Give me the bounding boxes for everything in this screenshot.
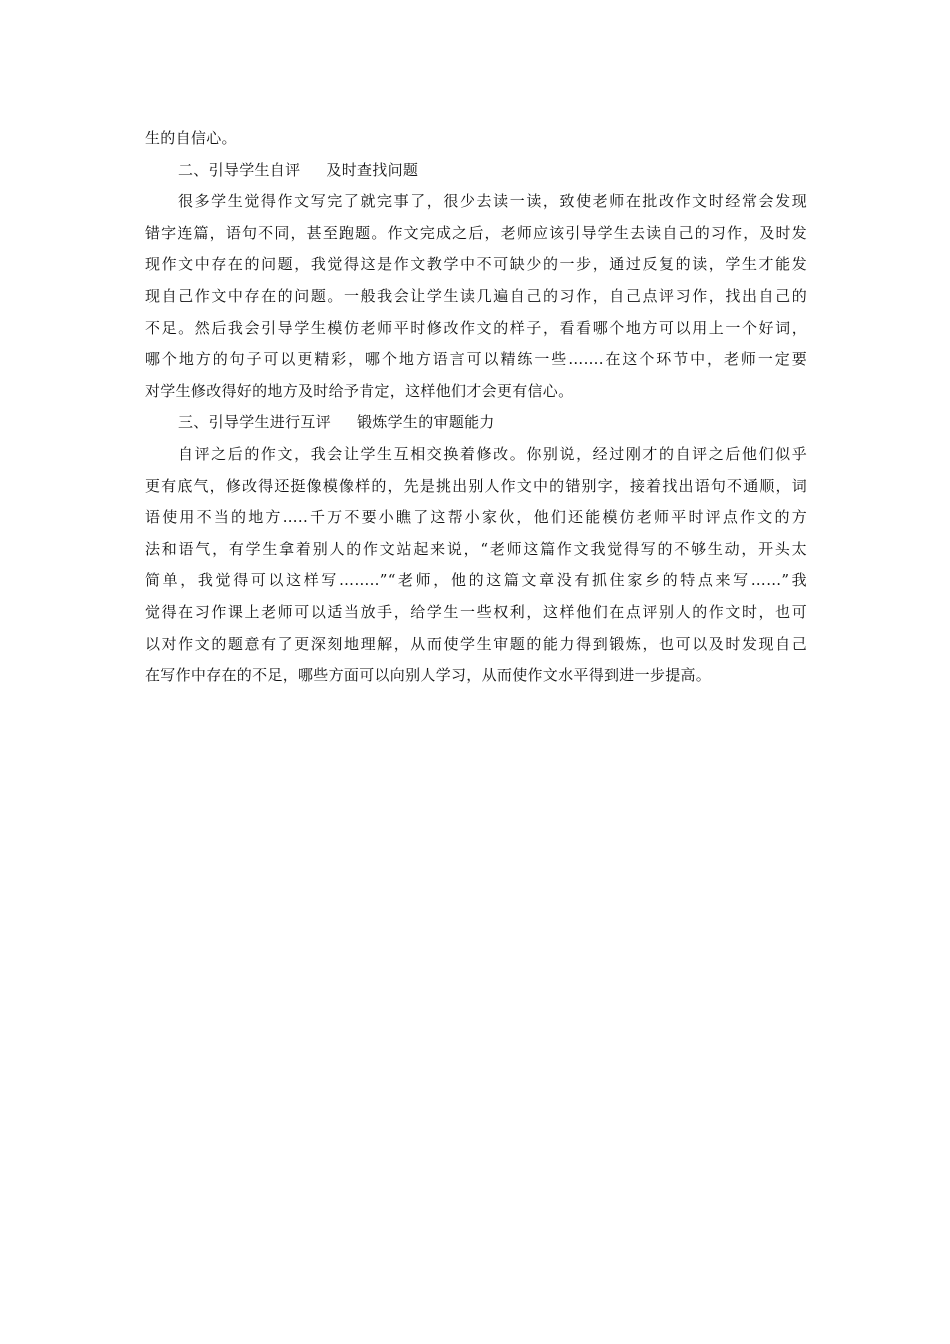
paragraph-line: 法和语气，有学生拿着别人的作文站起来说，“老师这篇作文我觉得写的不够生动，开头太 <box>145 539 807 558</box>
paragraph-line: 不足。然后我会引导学生模仿老师平时修改作文的样子，看看哪个地方可以用上一个好词， <box>145 318 807 337</box>
section-heading-2-part2: 及时查找问题 <box>326 160 419 179</box>
section-heading-3-part2: 锻炼学生的审题能力 <box>357 413 495 432</box>
paragraph-line: 很多学生觉得作文写完了就完事了，很少去读一读，致使老师在批改作文时经常会发现 <box>178 192 807 211</box>
section-heading-3 <box>145 407 807 439</box>
paragraph-line: 现作文中存在的问题，我觉得这是作文教学中不可缺少的一步，通过反复的读，学生才能发 <box>145 255 807 274</box>
section-heading-3-part1: 三、引导学生进行互评 <box>178 413 332 432</box>
paragraph-line: 更有底气，修改得还挺像模像样的，先是挑出别人作文中的错别字，接着找出语句不通顺，词 <box>145 476 807 495</box>
opening-line: 生的自信心。 <box>145 129 237 147</box>
paragraph-line: 哪个地方的句子可以更精彩，哪个地方语言可以精练一些…….在这个环节中，老师一定要 <box>145 350 807 369</box>
paragraph-line: 在写作中存在的不足，哪些方面可以向别人学习，从而使作文水平得到进一步提高。 <box>145 666 712 685</box>
section-heading-2 <box>145 155 807 187</box>
section-heading-2-part1: 二、引导学生自评 <box>178 160 301 179</box>
paragraph-line: 语使用不当的地方…..千万不要小瞧了这帮小家伙，他们还能模仿老师平时评点作文的方 <box>145 508 807 527</box>
paragraph-line: 简单，我觉得可以这样写……..”“老师，他的这篇文章没有抓住家乡的特点来写……”我 <box>145 571 807 590</box>
paragraph-line: 自评之后的作文，我会让学生互相交换着修改。你别说，经过刚才的自评之后他们似乎 <box>178 444 807 463</box>
paragraph-line: 觉得在习作课上老师可以适当放手，给学生一些权利，这样他们在点评别人的作文时，也可 <box>145 602 807 621</box>
paragraph-line: 现自己作文中存在的问题。一般我会让学生读几遍自己的习作，自己点评习作，找出自己的 <box>145 286 807 305</box>
paragraph-line: 对学生修改得好的地方及时给予肯定，这样他们才会更有信心。 <box>145 381 574 400</box>
paragraph-line: 以对作文的题意有了更深刻地理解，从而使学生审题的能力得到锻炼，也可以及时发现自己 <box>145 634 807 653</box>
paragraph-line: 错字连篇，语句不同，甚至跑题。作文完成之后，老师应该引导学生去读自己的习作，及时发 <box>145 223 807 242</box>
document-body <box>145 123 807 692</box>
